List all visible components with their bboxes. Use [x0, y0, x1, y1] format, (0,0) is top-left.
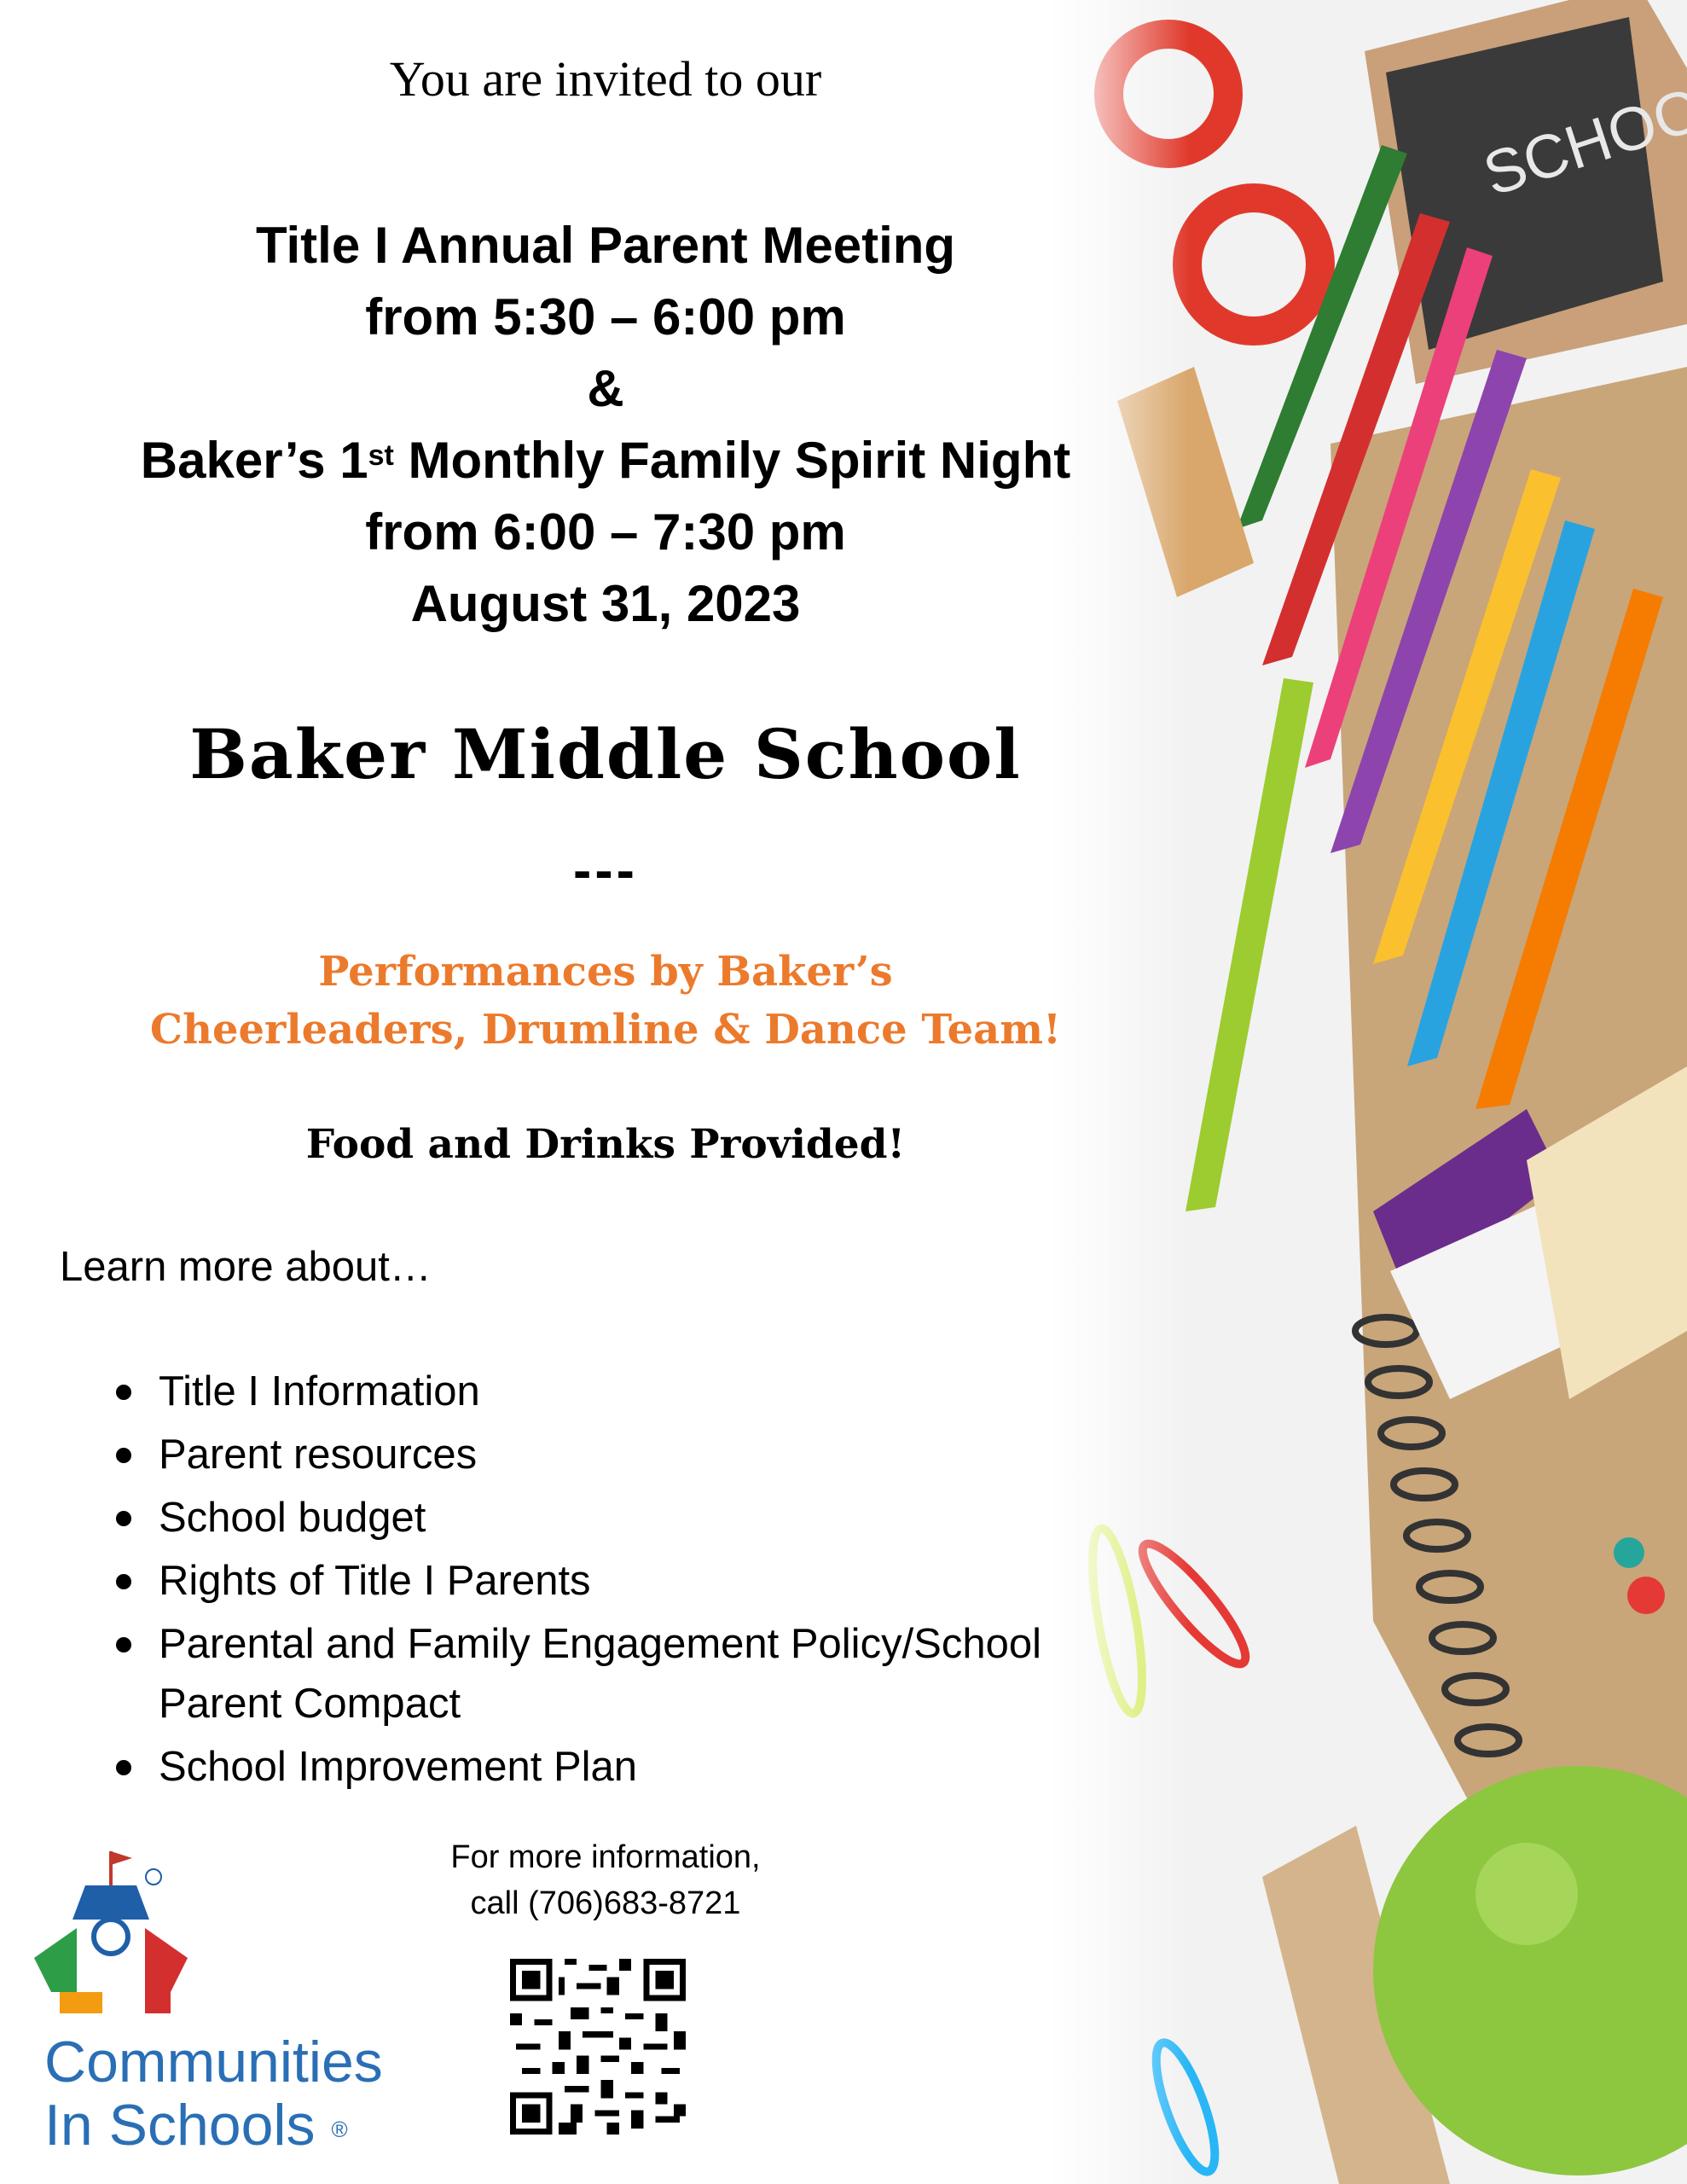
- spirit-night-time: from 6:00 – 7:30 pm: [365, 503, 846, 561]
- performances-notice: [51, 943, 1160, 1059]
- list-item: [111, 1362, 1134, 1421]
- topics-list: [111, 1362, 1134, 1800]
- meeting-title: Title I Annual Parent Meeting: [255, 217, 956, 274]
- bullet-icon: [116, 1448, 131, 1463]
- topic-text: Parental and Family Engagement Policy/School Parent Compact: [159, 1621, 1042, 1727]
- ampersand: &: [587, 360, 624, 417]
- bullet-icon: [116, 1760, 131, 1775]
- logo-line-2: [44, 2094, 383, 2161]
- event-date: August 31, 2023: [410, 575, 801, 632]
- list-item: [111, 1737, 1134, 1797]
- logo-wordmark: [44, 2030, 383, 2161]
- logo-line-2-text: In Schools: [44, 2093, 316, 2158]
- contact-line-1: For more information,: [450, 1839, 761, 1875]
- performances-line-2: Cheerleaders, Drumline & Dance Team!: [149, 1006, 1062, 1054]
- learn-more-heading: Learn more about…: [60, 1244, 432, 1290]
- spirit-night-title: [51, 425, 1160, 497]
- bullet-icon: [116, 1385, 131, 1400]
- performances-line-1: Performances by Baker’s: [318, 948, 893, 996]
- topic-text: Parent resources: [159, 1432, 478, 1478]
- bullet-icon: [116, 1574, 131, 1589]
- spirit-night-ordinal: st: [368, 439, 394, 472]
- divider: ---: [573, 839, 638, 901]
- school-name: Baker Middle School: [189, 714, 1022, 794]
- food-notice: Food and Drinks Provided!: [305, 1121, 906, 1168]
- meeting-time: from 5:30 – 6:00 pm: [365, 288, 846, 346]
- registered-mark: ®: [331, 2117, 348, 2143]
- event-details: [51, 210, 1160, 640]
- list-item: [111, 1425, 1134, 1484]
- topic-text: Title I Information: [159, 1368, 480, 1414]
- topic-text: School budget: [159, 1495, 426, 1541]
- list-item: [111, 1614, 1122, 1734]
- bullet-icon: [116, 1511, 131, 1526]
- topic-text: Rights of Title I Parents: [159, 1558, 591, 1604]
- topic-text: School Improvement Plan: [159, 1744, 638, 1790]
- bullet-icon: [116, 1637, 131, 1653]
- list-item: [111, 1551, 1134, 1611]
- qr-code-icon: [510, 1959, 686, 2135]
- spirit-night-suffix: Monthly Family Spirit Night: [393, 432, 1071, 489]
- invitation-line: You are invited to our: [389, 51, 822, 107]
- contact-phone: call (706)683-8721: [470, 1885, 741, 1921]
- list-item: [111, 1488, 1134, 1548]
- logo-line-1: Communities: [44, 2030, 383, 2094]
- spirit-night-prefix: Baker’s 1: [140, 432, 368, 489]
